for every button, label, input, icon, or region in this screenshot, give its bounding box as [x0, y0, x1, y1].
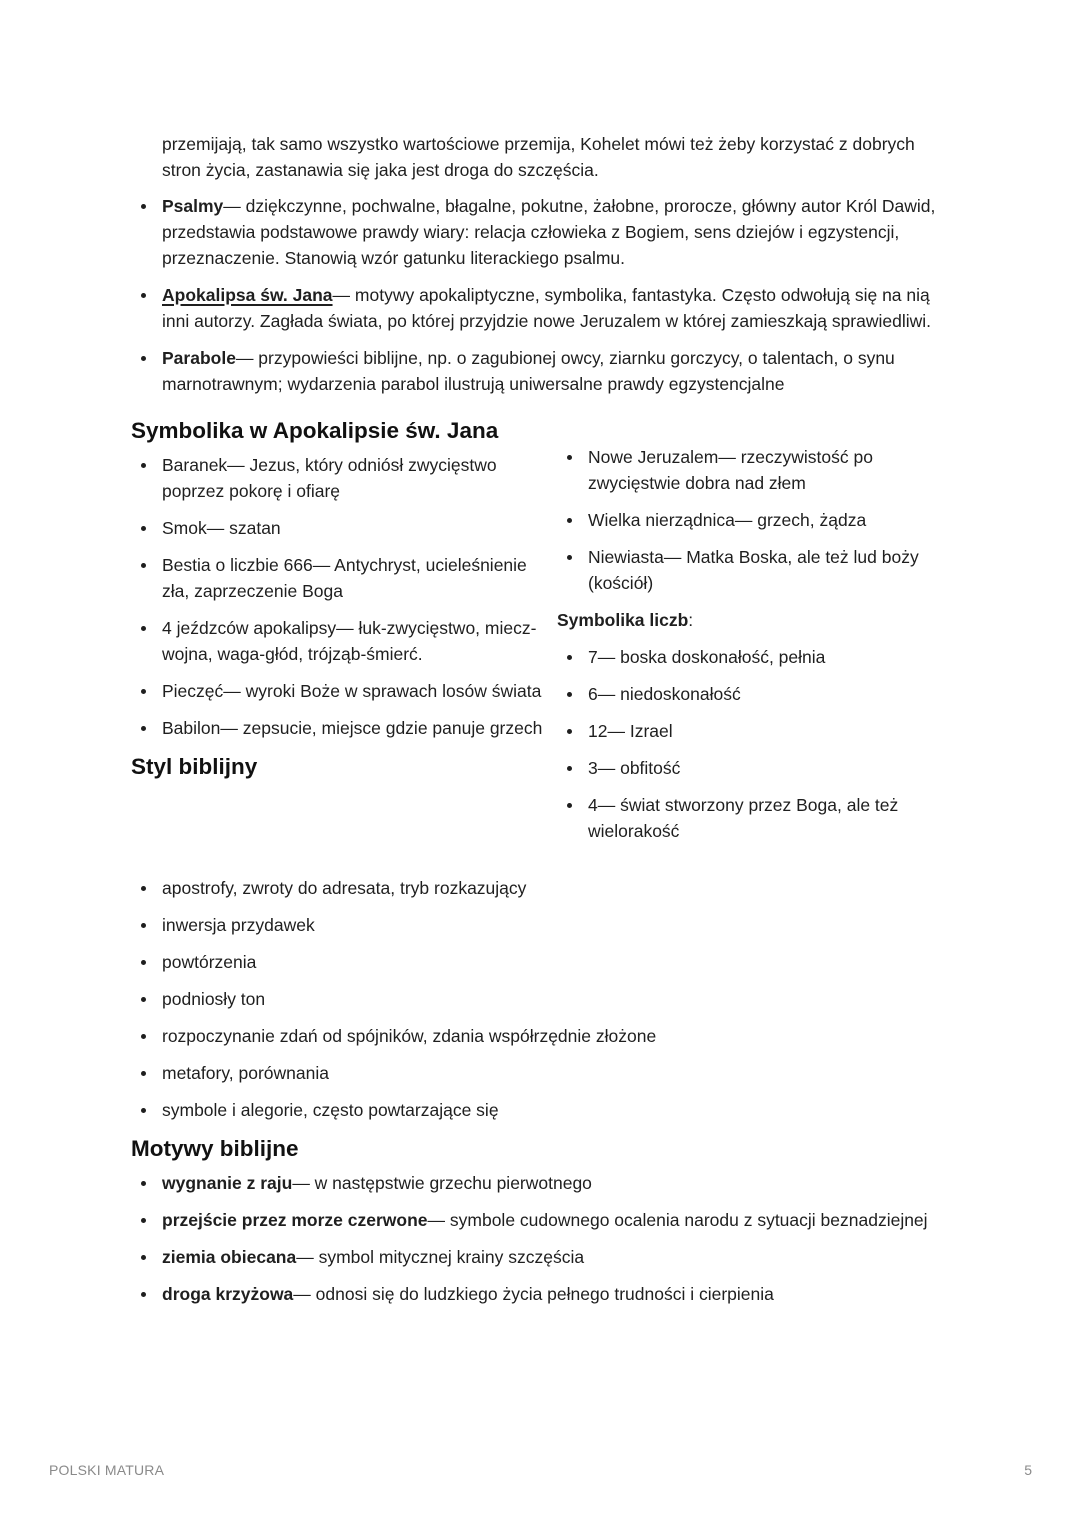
symbolika-left-list	[131, 452, 558, 741]
list-item-apokalipsa	[131, 282, 951, 334]
description-apokalipsa: motywy apokaliptyczne, symbolika, fantastyka. Często odwołują się na nią inni autorzy. Zagłada świata, po której przyjdzie nowe Jeruzalem w której zamieszkają sprawiedliwi.	[162, 285, 932, 331]
list-item: Wielka nierządnica— grzech, żądza	[557, 507, 950, 533]
list-item: 6— niedoskonałość	[557, 681, 950, 707]
symbolika-heading: Symbolika w Apokalipsie św. Jana	[131, 418, 499, 443]
list-item-parabole	[131, 345, 951, 397]
list-item	[131, 1244, 951, 1270]
list-item: podniosły ton	[131, 986, 951, 1012]
list-item: metafory, porównania	[131, 1060, 951, 1086]
motif-description: symbole cudownego ocalenia narodu z sytuacji beznadziejnej	[445, 1210, 928, 1230]
colon: :	[688, 610, 694, 630]
separator: —	[332, 285, 351, 305]
separator: —	[235, 348, 254, 368]
kohelet-continuation-text: przemijają, tak samo wszystko wartościowe przemija, Kohelet mówi też żeby korzystać z dobrych stron życia, zastanawia się jaka jest droga do szczęścia.	[162, 134, 915, 180]
list-item: Baranek— Jezus, który odniósł zwycięstwo poprzez pokorę i ofiarę	[131, 452, 558, 504]
list-item: Nowe Jeruzalem— rzeczywistość po zwycięstwie dobra nad złem	[557, 444, 950, 496]
symbolika-two-column	[131, 408, 951, 855]
term-apokalipsa-link[interactable]: Apokalipsa św. Jana	[162, 285, 333, 305]
list-item: Niewiasta— Matka Boska, ale też lud boży (kościół)	[557, 544, 950, 596]
page-number: 5	[1024, 1462, 1032, 1478]
list-item: 12— Izrael	[557, 718, 950, 744]
numbers-label-text: Symbolika liczb	[557, 610, 689, 630]
list-item: Bestia o liczbie 666— Antychryst, ucieleśnienie zła, zaprzeczenie Boga	[131, 552, 558, 604]
list-item: 3— obfitość	[557, 755, 950, 781]
separator: —	[292, 1173, 310, 1193]
list-item: apostrofy, zwroty do adresata, tryb rozkazujący	[131, 875, 951, 901]
motif-description: w następstwie grzechu pierwotnego	[309, 1173, 592, 1193]
motywy-list	[131, 1170, 951, 1307]
list-item	[131, 1207, 951, 1233]
description-psalmy: dziękczynne, pochwalne, błagalne, pokutne, żałobne, prorocze, główny autor Król Dawid, przedstawia podstawowe prawdy wiary: relacja człowieka z Bogiem, sens dziejów i egzystencji, przeznaczenie. Stanowią wzór gatunku literackiego psalmu.	[162, 196, 936, 268]
separator: —	[223, 196, 241, 216]
footer-title: POLSKI MATURA	[49, 1462, 165, 1478]
separator: —	[427, 1210, 446, 1230]
motif-term: wygnanie z raju	[162, 1173, 293, 1193]
symbolika-right-list	[557, 444, 950, 596]
styl-list	[131, 875, 951, 1123]
list-item: 4— świat stworzony przez Boga, ale też wielorakość	[557, 792, 950, 844]
motif-description: odnosi się do ludzkiego życia pełnego trudności i cierpienia	[310, 1284, 774, 1304]
list-item: Smok— szatan	[131, 515, 558, 541]
list-item	[131, 1281, 951, 1307]
right-column	[557, 408, 950, 855]
motif-term: droga krzyżowa	[162, 1284, 294, 1304]
list-item: powtórzenia	[131, 949, 951, 975]
motif-description: symbol mitycznej krainy szczęścia	[313, 1247, 585, 1267]
list-item: symbole i alegorie, często powtarzające się	[131, 1097, 951, 1123]
motywy-heading: Motywy biblijne	[131, 1136, 299, 1161]
left-column	[131, 408, 558, 855]
books-list	[131, 193, 951, 397]
list-item: Pieczęć— wyroki Boże w sprawach losów świata	[131, 678, 558, 704]
separator: —	[293, 1284, 311, 1304]
list-item: inwersja przydawek	[131, 912, 951, 938]
motif-term: przejście przez morze czerwone	[162, 1210, 428, 1230]
styl-heading: Styl biblijny	[131, 754, 258, 779]
list-item: 4 jeźdzców apokalipsy— łuk-zwycięstwo, miecz-wojna, waga-głód, trójząb-śmierć.	[131, 615, 558, 667]
list-item: rozpoczynanie zdań od spójników, zdania współrzędnie złożone	[131, 1023, 951, 1049]
description-parabole: przypowieści biblijne, np. o zagubionej owcy, ziarnku gorczycy, o talentach, o synu marnotrawnym; wydarzenia parabol ilustrują uniwersalne prawdy egzystencjalne	[162, 348, 895, 394]
numbers-symbolism-label	[557, 607, 950, 633]
list-item: 7— boska doskonałość, pełnia	[557, 644, 950, 670]
term-psalmy: Psalmy	[162, 196, 224, 216]
numbers-list	[557, 644, 950, 844]
separator: —	[296, 1247, 314, 1267]
motif-term: ziemia obiecana	[162, 1247, 297, 1267]
page-content	[131, 131, 951, 1318]
list-item-psalmy	[131, 193, 951, 271]
list-item	[131, 1170, 951, 1196]
term-parabole: Parabole	[162, 348, 236, 368]
list-item: Babilon— zepsucie, miejsce gdzie panuje grzech	[131, 715, 558, 741]
